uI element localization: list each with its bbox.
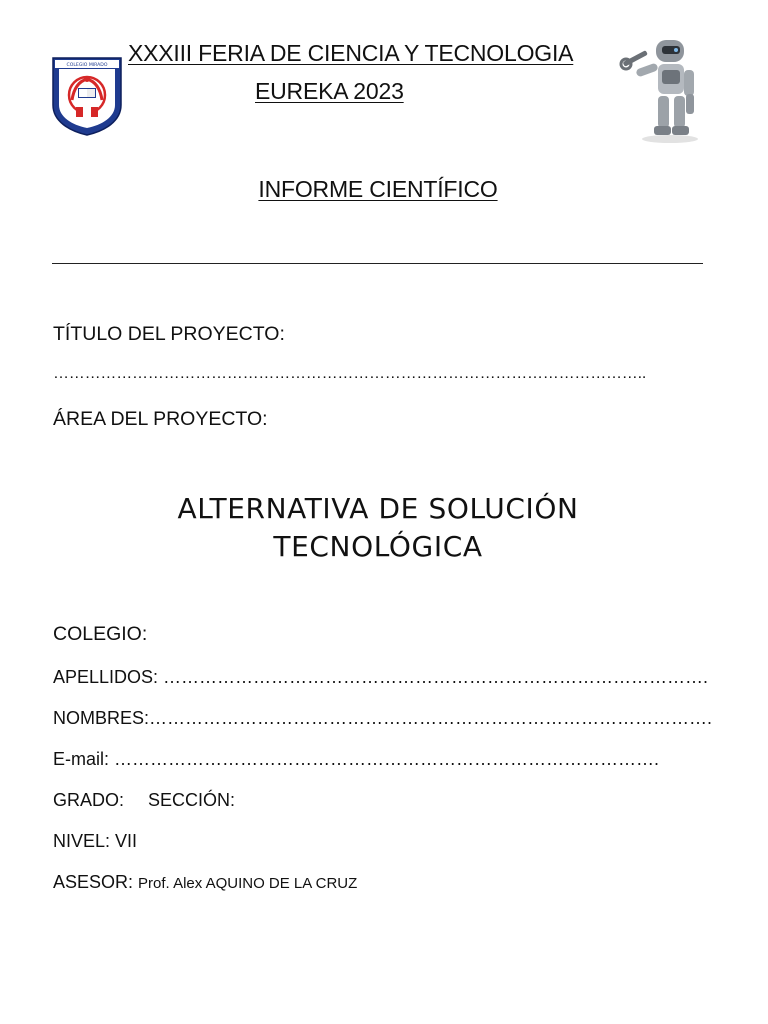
asesor-label: ASESOR: [53,872,134,892]
colegio-label: COLEGIO: [53,623,148,645]
project-area-value-line1: ALTERNATIVA DE SOLUCIÓN [177,492,579,525]
asesor-field [53,872,357,893]
fair-subtitle: EUREKA 2023 [255,78,404,104]
nivel-field: NIVEL: VII [53,831,138,851]
seccion-label: SECCIÓN: [148,790,236,810]
apellidos-field: APELLIDOS: ………………………………………………………………………………. [53,667,709,687]
nombres-field: NOMBRES:…………………………………………………………………………………. [53,708,713,728]
fair-title: XXXIII FERIA DE CIENCIA Y TECNOLOGIA [128,40,574,66]
robot-with-wrench-icon [618,38,712,144]
project-title-label: TÍTULO DEL PROYECTO: [53,323,285,345]
project-title-blank: ………………………………………………………………………………………………….. [53,365,647,382]
grado-label: GRADO: [53,790,125,810]
project-area-label: ÁREA DEL PROYECTO: [53,408,268,430]
asesor-value: Prof. Alex AQUINO DE LA CRUZ [138,875,358,892]
logo-text: COLEGIO MIRADO [66,63,108,68]
email-field: E-mail: ………………………………………………………………………………. [53,749,660,769]
divider [52,263,703,264]
project-area-value [0,490,756,566]
report-title: INFORME CIENTÍFICO [258,176,498,202]
project-area-value-line2: TECNOLÓGICA [273,530,483,563]
school-crest-icon [50,55,124,137]
